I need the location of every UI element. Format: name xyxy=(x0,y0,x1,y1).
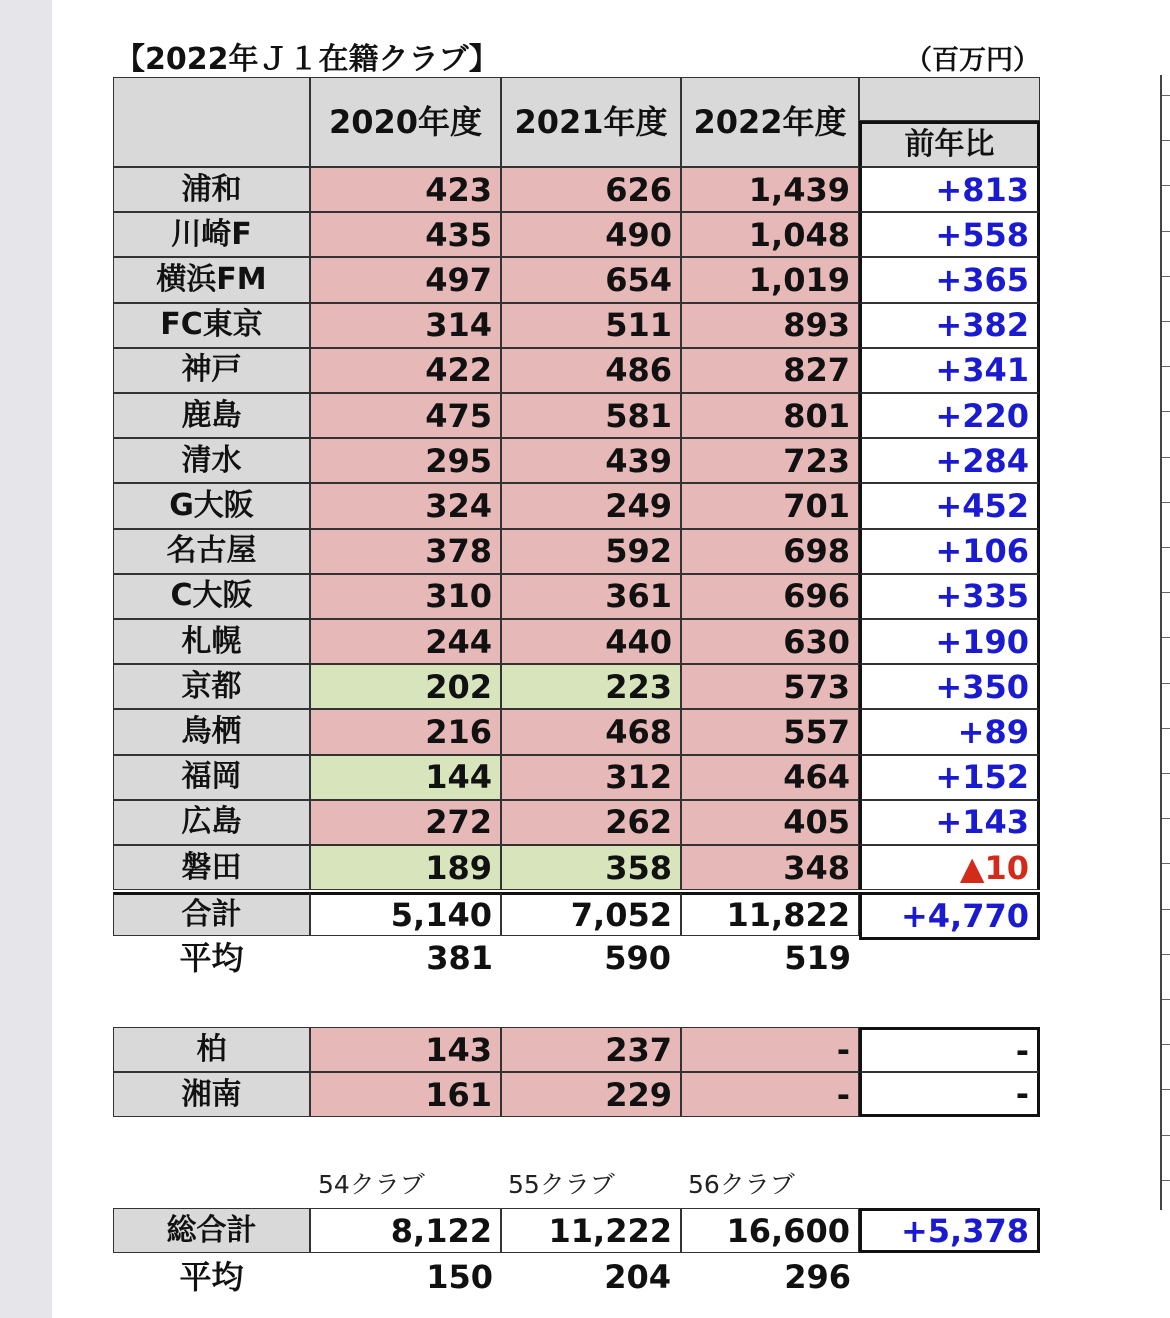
value-2022: 348 xyxy=(681,845,859,890)
value-yoy: +220 xyxy=(859,393,1040,438)
grand-total-2022: 16,600 xyxy=(681,1208,859,1253)
club-count-label: 55クラブ xyxy=(508,1170,615,1199)
adjacent-gridline xyxy=(1162,321,1170,322)
club-name: 浦和 xyxy=(113,167,310,212)
adjacent-sheet-edge xyxy=(1160,75,1170,1210)
value-2020: 244 xyxy=(310,619,501,664)
club-name: G大阪 xyxy=(113,483,310,528)
value-2021: 223 xyxy=(501,664,681,709)
value-yoy: +284 xyxy=(859,438,1040,483)
value-2021: 358 xyxy=(501,845,681,890)
page-title: 【2022年Ｊ１在籍クラブ】 xyxy=(115,42,499,77)
value-2022: 1,048 xyxy=(681,212,859,257)
header-2022: 2022年度 xyxy=(681,77,859,167)
grand-total-yoy: +5,378 xyxy=(859,1208,1040,1253)
other-value-yoy: - xyxy=(859,1027,1040,1072)
other-club-name: 柏 xyxy=(113,1027,310,1072)
value-2021: 312 xyxy=(501,755,681,800)
grand-average-2021: 204 xyxy=(604,1258,671,1296)
adjacent-gridline xyxy=(1162,954,1170,955)
other-value-2022: - xyxy=(681,1027,859,1072)
value-2021: 626 xyxy=(501,167,681,212)
value-2020: 422 xyxy=(310,348,501,393)
value-2021: 262 xyxy=(501,800,681,845)
value-2020: 202 xyxy=(310,664,501,709)
adjacent-gridline xyxy=(1162,276,1170,277)
value-yoy: +190 xyxy=(859,619,1040,664)
value-2020: 216 xyxy=(310,709,501,754)
value-yoy: +106 xyxy=(859,529,1040,574)
adjacent-gridline xyxy=(1162,818,1170,819)
value-2020: 189 xyxy=(310,845,501,890)
adjacent-gridline xyxy=(1162,185,1170,186)
club-name: 横浜FM xyxy=(113,257,310,302)
club-name: 札幌 xyxy=(113,619,310,664)
value-2022: 1,439 xyxy=(681,167,859,212)
adjacent-gridline xyxy=(1162,999,1170,1000)
value-2021: 468 xyxy=(501,709,681,754)
adjacent-gridline xyxy=(1162,863,1170,864)
value-2021: 654 xyxy=(501,257,681,302)
value-yoy: +335 xyxy=(859,574,1040,619)
club-name: 神戸 xyxy=(113,348,310,393)
adjacent-gridline xyxy=(1162,457,1170,458)
adjacent-gridline xyxy=(1162,1180,1170,1181)
header-blank xyxy=(113,77,310,167)
club-name: C大阪 xyxy=(113,574,310,619)
value-2021: 486 xyxy=(501,348,681,393)
adjacent-gridline xyxy=(1162,1089,1170,1090)
value-2021: 581 xyxy=(501,393,681,438)
value-2020: 272 xyxy=(310,800,501,845)
header-2021: 2021年度 xyxy=(501,77,681,167)
adjacent-gridline xyxy=(1162,728,1170,729)
adjacent-gridline xyxy=(1162,140,1170,141)
value-yoy: +341 xyxy=(859,348,1040,393)
value-2022: 698 xyxy=(681,529,859,574)
value-2022: 723 xyxy=(681,438,859,483)
adjacent-gridline xyxy=(1162,411,1170,412)
club-name: 京都 xyxy=(113,664,310,709)
value-yoy: +143 xyxy=(859,800,1040,845)
other-value-2021: 237 xyxy=(501,1027,681,1072)
total-2022: 11,822 xyxy=(681,892,859,936)
header-top-blank xyxy=(859,77,1040,121)
value-2022: 557 xyxy=(681,709,859,754)
unit-label: （百万円） xyxy=(905,45,1040,76)
header-yoy: 前年比 xyxy=(859,121,1040,167)
total-2020: 5,140 xyxy=(310,892,501,936)
value-yoy: +452 xyxy=(859,483,1040,528)
club-name: 鳥栖 xyxy=(113,709,310,754)
average-2020: 381 xyxy=(426,939,493,978)
value-2020: 295 xyxy=(310,438,501,483)
club-name: 広島 xyxy=(113,800,310,845)
header-2020: 2020年度 xyxy=(310,77,501,167)
grand-average-label: 平均 xyxy=(179,1258,244,1296)
value-2022: 1,019 xyxy=(681,257,859,302)
other-club-name: 湘南 xyxy=(113,1072,310,1117)
other-value-yoy: - xyxy=(859,1072,1040,1117)
grand-total-label: 総合計 xyxy=(113,1208,310,1253)
total-label: 合計 xyxy=(113,892,310,936)
value-2020: 314 xyxy=(310,303,501,348)
left-gutter xyxy=(0,0,52,1318)
value-2020: 497 xyxy=(310,257,501,302)
value-yoy: +89 xyxy=(859,709,1040,754)
adjacent-gridline xyxy=(1162,909,1170,910)
value-yoy: +365 xyxy=(859,257,1040,302)
value-2021: 440 xyxy=(501,619,681,664)
club-name: FC東京 xyxy=(113,303,310,348)
value-2021: 511 xyxy=(501,303,681,348)
adjacent-gridline xyxy=(1162,547,1170,548)
adjacent-gridline xyxy=(1162,637,1170,638)
grand-average-2020: 150 xyxy=(426,1258,493,1296)
grand-average-2022: 296 xyxy=(784,1258,851,1296)
value-2022: 696 xyxy=(681,574,859,619)
club-count-label: 54クラブ xyxy=(318,1170,425,1199)
value-2020: 144 xyxy=(310,755,501,800)
other-value-2020: 161 xyxy=(310,1072,501,1117)
club-name: 清水 xyxy=(113,438,310,483)
other-value-2020: 143 xyxy=(310,1027,501,1072)
club-count-label: 56クラブ xyxy=(688,1170,795,1199)
club-name: 名古屋 xyxy=(113,529,310,574)
adjacent-gridline xyxy=(1162,1135,1170,1136)
value-2020: 324 xyxy=(310,483,501,528)
adjacent-gridline xyxy=(1162,231,1170,232)
value-2020: 423 xyxy=(310,167,501,212)
value-yoy: +350 xyxy=(859,664,1040,709)
value-2022: 630 xyxy=(681,619,859,664)
average-label: 平均 xyxy=(179,939,244,978)
value-2022: 893 xyxy=(681,303,859,348)
adjacent-gridline xyxy=(1162,773,1170,774)
average-2022: 519 xyxy=(784,939,851,978)
club-name: 鹿島 xyxy=(113,393,310,438)
value-yoy: +558 xyxy=(859,212,1040,257)
adjacent-gridline xyxy=(1162,95,1170,96)
value-2022: 405 xyxy=(681,800,859,845)
value-2021: 361 xyxy=(501,574,681,619)
value-2021: 592 xyxy=(501,529,681,574)
value-2020: 310 xyxy=(310,574,501,619)
adjacent-gridline xyxy=(1162,366,1170,367)
value-2020: 475 xyxy=(310,393,501,438)
value-2022: 827 xyxy=(681,348,859,393)
grand-total-2020: 8,122 xyxy=(310,1208,501,1253)
total-2021: 7,052 xyxy=(501,892,681,936)
club-name: 磐田 xyxy=(113,845,310,890)
club-name: 川崎F xyxy=(113,212,310,257)
club-name: 福岡 xyxy=(113,755,310,800)
value-yoy: +382 xyxy=(859,303,1040,348)
average-2021: 590 xyxy=(604,939,671,978)
value-2022: 464 xyxy=(681,755,859,800)
total-yoy: +4,770 xyxy=(859,892,1040,940)
value-yoy: ▲10 xyxy=(859,845,1040,890)
value-2021: 249 xyxy=(501,483,681,528)
grand-total-2021: 11,222 xyxy=(501,1208,681,1253)
value-yoy: +813 xyxy=(859,167,1040,212)
value-yoy: +152 xyxy=(859,755,1040,800)
value-2020: 435 xyxy=(310,212,501,257)
other-value-2022: - xyxy=(681,1072,859,1117)
adjacent-gridline xyxy=(1162,1044,1170,1045)
value-2021: 490 xyxy=(501,212,681,257)
value-2022: 701 xyxy=(681,483,859,528)
adjacent-gridline xyxy=(1162,683,1170,684)
adjacent-gridline xyxy=(1162,592,1170,593)
value-2021: 439 xyxy=(501,438,681,483)
value-2022: 801 xyxy=(681,393,859,438)
value-2022: 573 xyxy=(681,664,859,709)
other-value-2021: 229 xyxy=(501,1072,681,1117)
adjacent-gridline xyxy=(1162,502,1170,503)
value-2020: 378 xyxy=(310,529,501,574)
